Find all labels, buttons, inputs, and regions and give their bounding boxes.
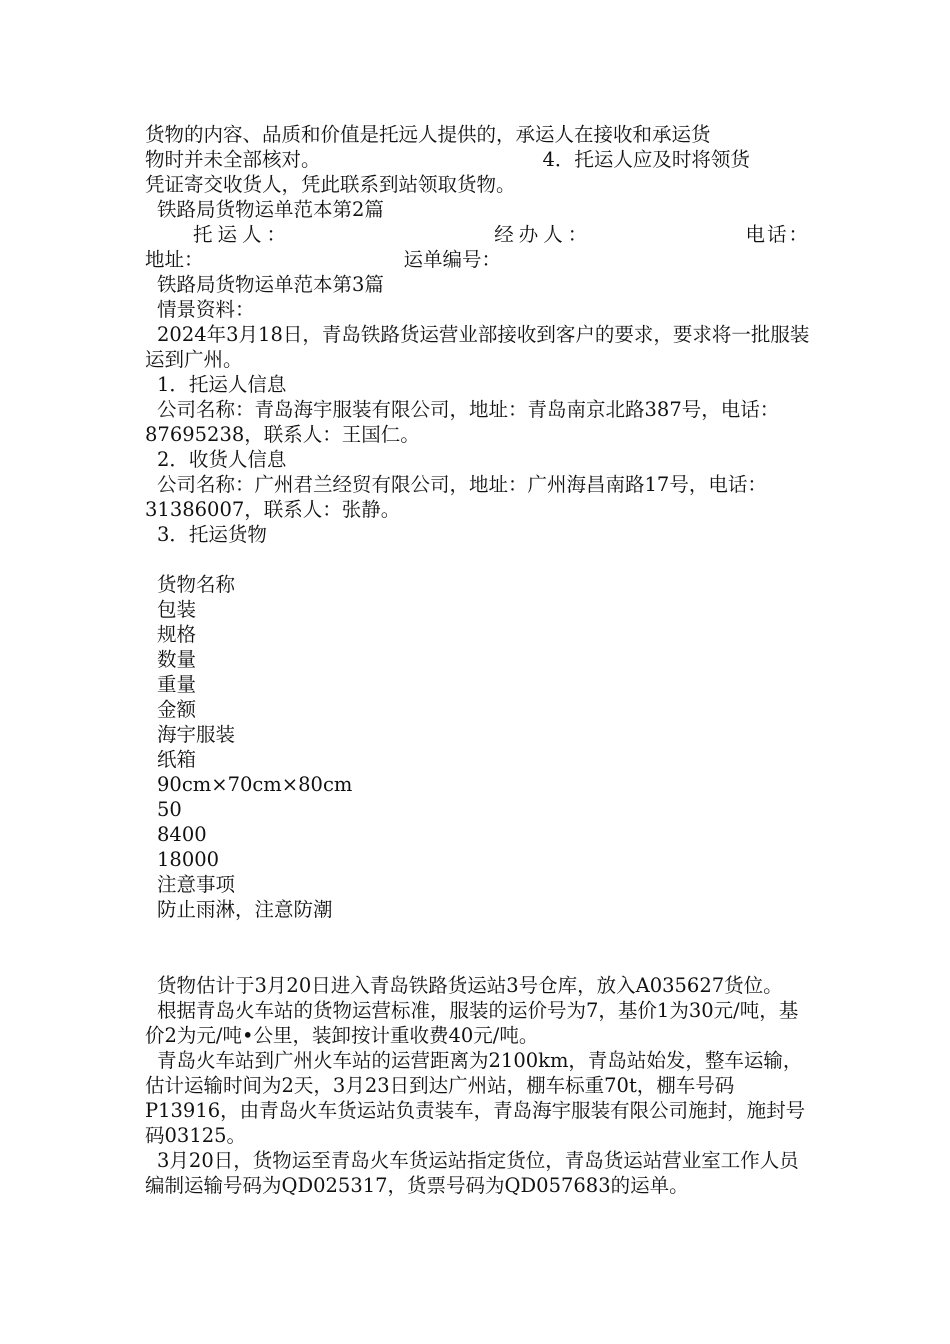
spacer <box>145 922 810 973</box>
handler-label: 经办人： <box>494 223 593 246</box>
section2-field-row <box>145 222 810 247</box>
table-note-label: 注意事项 <box>157 873 236 896</box>
table-header-spec: 规格 <box>157 623 197 646</box>
section2-address-row <box>145 247 810 272</box>
intro-line-2-left: 物时并未全部核对。 <box>145 148 321 171</box>
table-header-amount: 金额 <box>157 698 197 721</box>
table-note-value: 防止雨淋，注意防潮 <box>157 898 333 921</box>
shipper-text: 公司名称：青岛海宇服装有限公司，地址：青岛南京北路387号，电话：87695238，联系人：王国仁。 <box>145 398 780 446</box>
scenario-label: 情景资料： <box>157 298 255 321</box>
intro-line-2-right: 4．托运人应及时将领货 <box>542 148 750 171</box>
consignee-heading: 2．收货人信息 <box>157 448 287 471</box>
scenario-text: 2024年3月18日，青岛铁路货运营业部接收到客户的要求，要求将一批服装运到广州。 <box>145 323 810 371</box>
shipper-heading: 1．托运人信息 <box>157 373 287 396</box>
document-page <box>145 122 810 1198</box>
intro-line-1: 货物的内容、品质和价值是托远人提供的，承运人在接收和承运货 <box>145 123 711 146</box>
paragraph-2: 根据青岛火车站的货物运营标准，服装的运价号为7，基价1为30元/吨，基价2为元/吨•公里，装卸按计重收费40元/吨。 <box>145 999 799 1047</box>
cargo-table <box>145 572 810 922</box>
table-cell-amount: 18000 <box>157 848 220 871</box>
table-header-name: 货物名称 <box>157 573 236 596</box>
consignee-text: 公司名称：广州君兰经贸有限公司，地址：广州海昌南路17号，电话：31386007，联系人：张静。 <box>145 473 767 521</box>
address-label: 地址： <box>145 248 204 271</box>
table-header-weight: 重量 <box>157 673 197 696</box>
section3-title: 铁路局货物运单范本第3篇 <box>157 273 384 296</box>
intro-line-3: 凭证寄交收货人，凭此联系到站领取货物。 <box>145 173 516 196</box>
table-cell-name: 海宇服装 <box>157 723 236 746</box>
waybill-label: 运单编号： <box>403 248 502 271</box>
section2-title: 铁路局货物运单范本第2篇 <box>157 198 384 221</box>
table-cell-weight: 8400 <box>157 823 207 846</box>
table-header-packing: 包装 <box>157 598 197 621</box>
table-cell-quantity: 50 <box>157 798 182 821</box>
intro-line-2 <box>145 147 810 172</box>
phone-label: 电话： <box>745 223 810 246</box>
paragraph-1: 货物估计于3月20日进入青岛铁路货运站3号仓库，放入A035627货位。 <box>157 974 783 997</box>
paragraph-3: 青岛火车站到广州火车站的运营距离为2100km，青岛站始发，整车运输，估计运输时间为2天，3月23日到达广州站，棚车标重70t，棚车号码P13916，由青岛火车货运站负责装车，青岛海宇服装有限公司施封，施封号码03125。 <box>145 1049 806 1147</box>
spacer <box>145 547 810 572</box>
table-cell-spec: 90cm×70cm×80cm <box>157 773 353 796</box>
cargo-heading: 3．托运货物 <box>157 523 267 546</box>
paragraph-4: 3月20日，货物运至青岛火车货运站指定货位，青岛货运站营业室工作人员编制运输号码为QD025317，货票号码为QD057683的运单。 <box>145 1149 799 1197</box>
table-header-quantity: 数量 <box>157 648 197 671</box>
shipper-label: 托运人： <box>193 223 292 246</box>
table-cell-packing: 纸箱 <box>157 748 197 771</box>
